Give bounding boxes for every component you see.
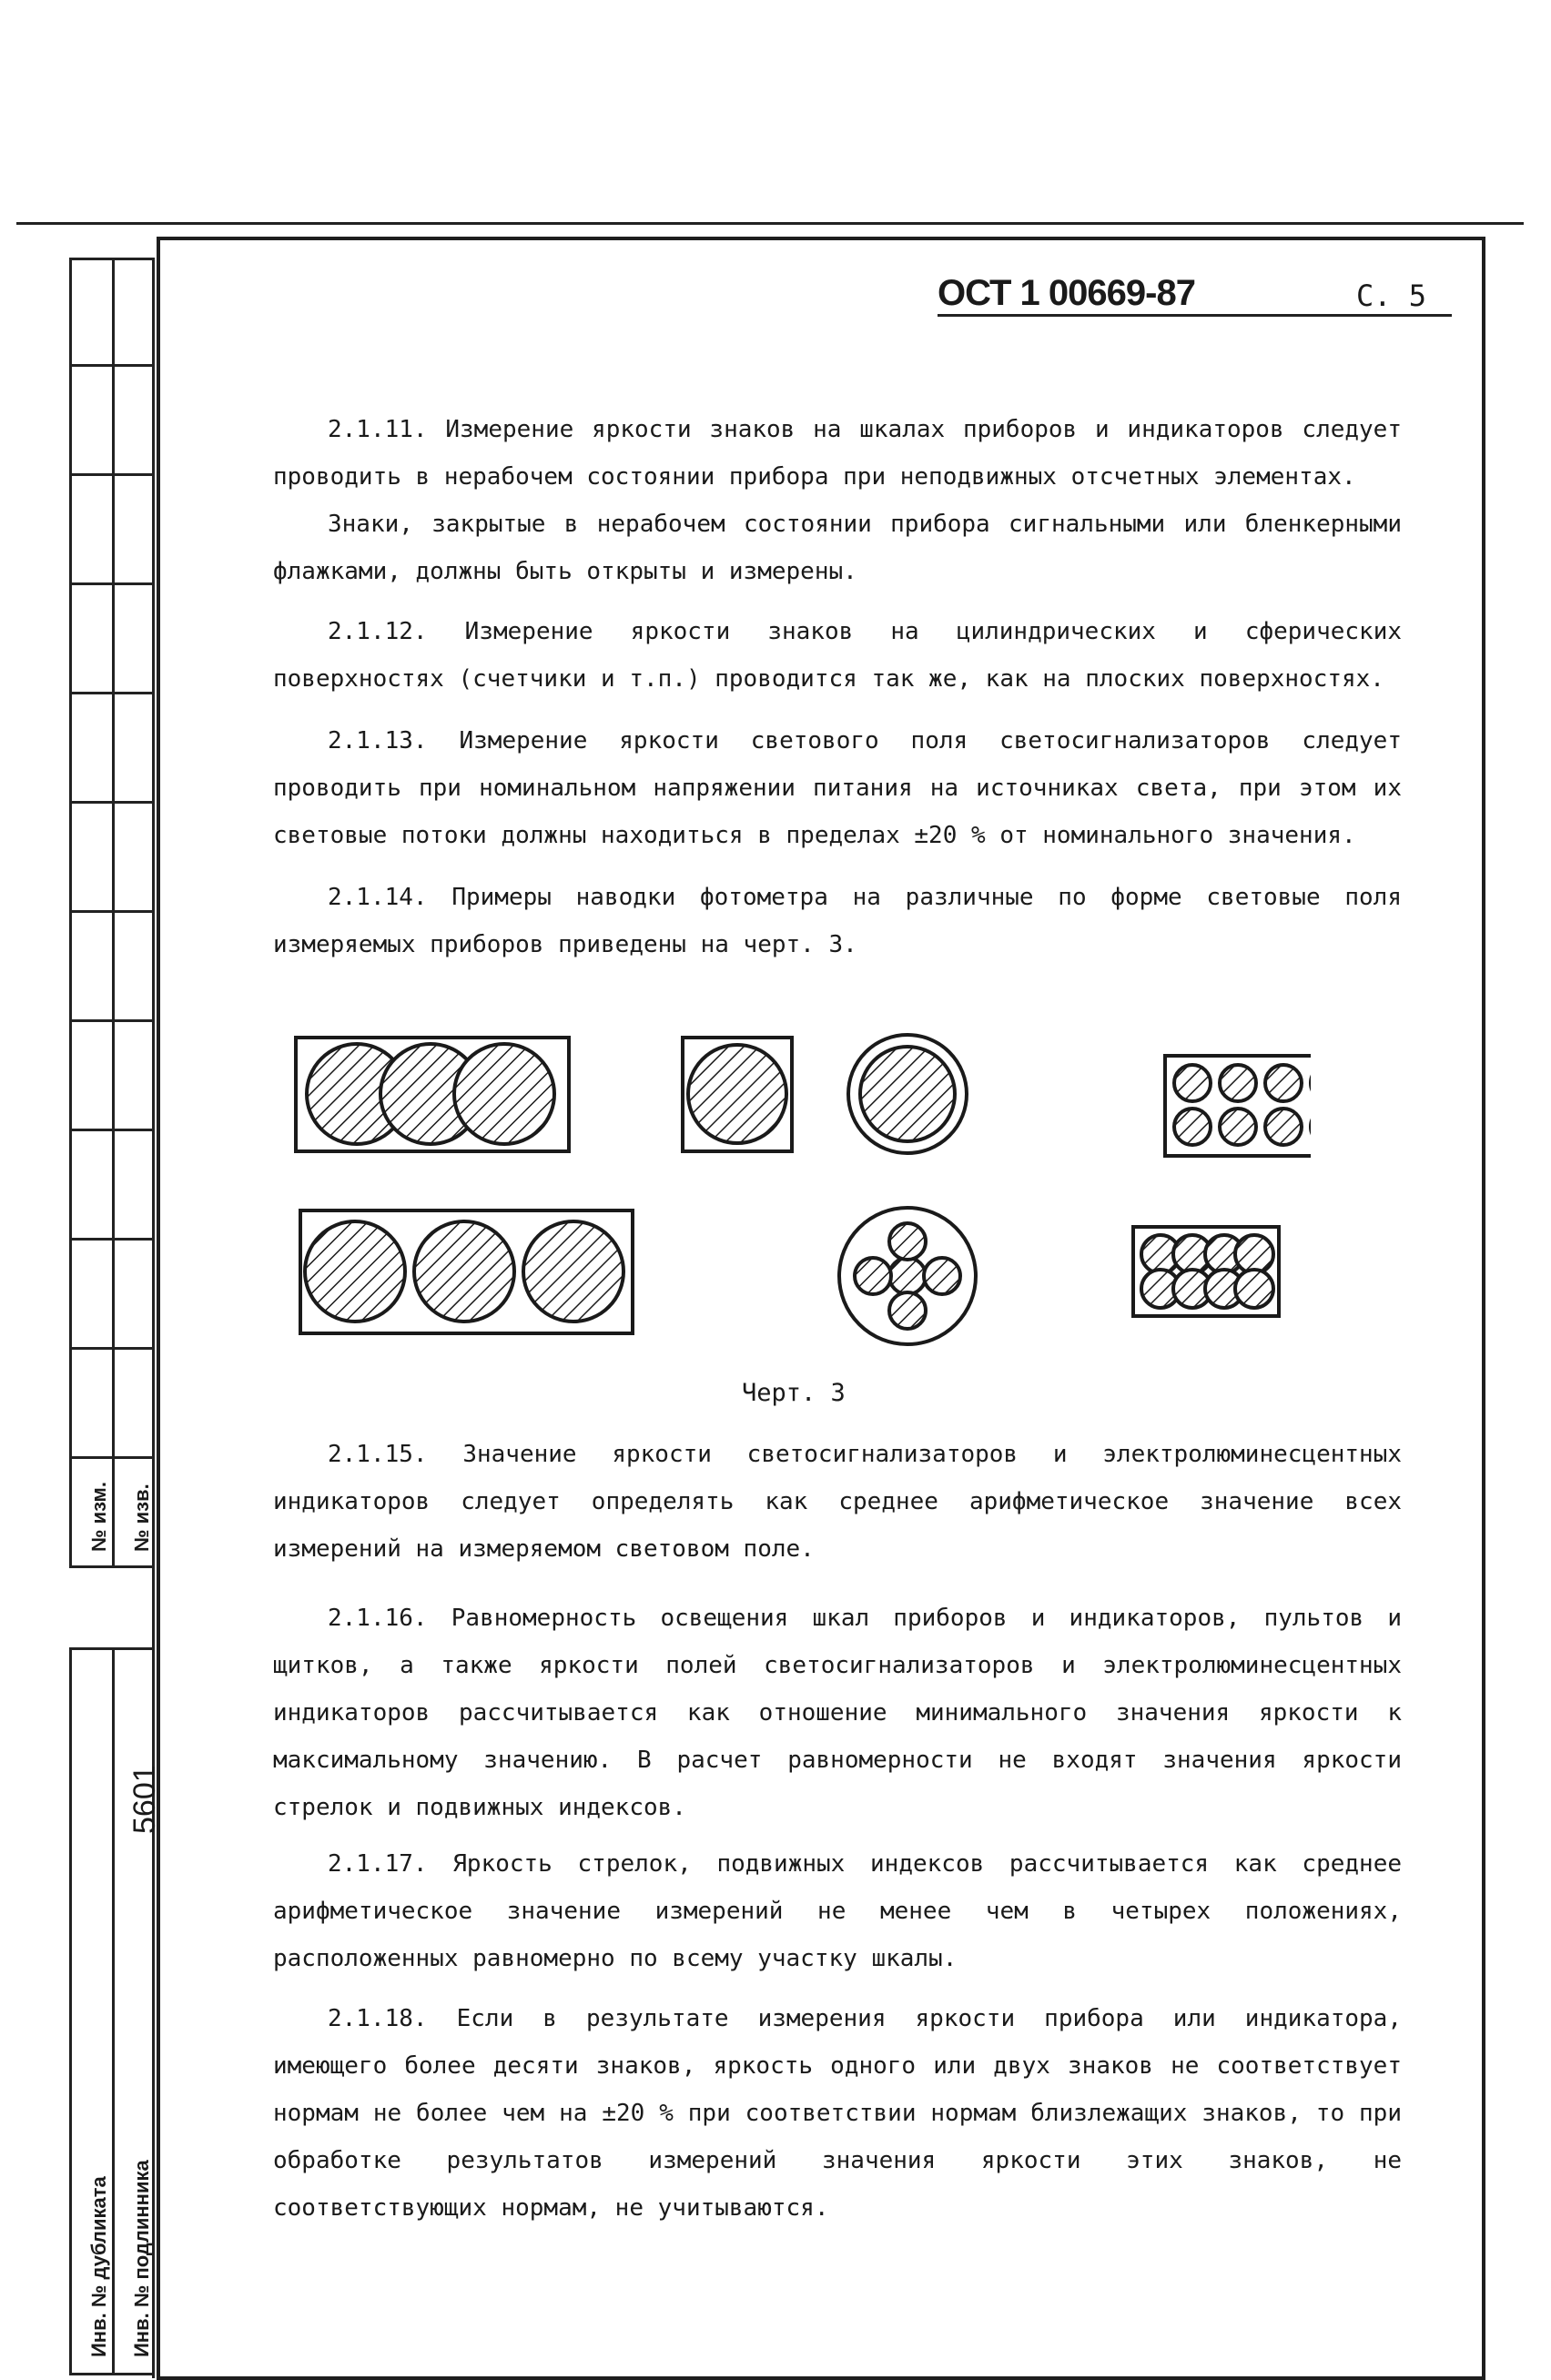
paragraph-text: 2.1.15. Значение яркости светосигнализаторов и электролюминесцентных индикаторов следует определять как среднее арифметическое значение всех измерений на измеряемом световом поле. [273,1441,1402,1563]
photometer-circle [1220,1109,1256,1145]
header-rule [938,314,1452,317]
margin-tick [69,1347,155,1350]
page-number: С. 5 [1356,279,1427,313]
paragraph-text: 2.1.18. Если в результате измерения яркости прибора или индикатора, имеющего более десяти знаков, яркость одного или двух знаков не соответствует нормам не более чем на ±20 % при соответствии нормам близлежащих знаков, то при обработке результатов измерений значения яркости этих знаков, не соответствующих нормам, не учитываются. [273,2005,1402,2222]
paragraph-text: 2.1.11. Измерение яркости знаков на шкалах приборов и индикаторов следует проводить в нерабочем состоянии прибора при неподвижных отсчетных элементах. [273,416,1402,491]
figure-photometer-fields [291,1019,1311,1347]
paragraph-text: 2.1.13. Измерение яркости светового поля светосигнализаторов следует проводить при номинальном напряжении питания на источниках света, при этом их световые потоки должны находиться в пределах ±20 % от номинального значения. [273,727,1402,849]
photometer-circle [889,1223,926,1260]
photometer-circle [1235,1235,1273,1273]
stamp-divider [112,1647,115,2375]
paragraph-2-1-11 [273,406,1402,595]
photometer-circle [889,1292,926,1329]
paragraph-text: 2.1.12. Измерение яркости знаков на цилиндрических и сферических поверхностях (счетчики и т.п.) проводится так же, как на плоских поверхностях. [273,618,1402,693]
paragraph-text: 2.1.16. Равномерность освещения шкал приборов и индикаторов, пультов и щитков, а также яркости полей светосигнализаторов и электролюминесцентных индикаторов рассчитывается как отношение минимального значения яркости к максимальному значению. В расчет равномерности не входят значения яркости стрелок и подвижных индексов. [273,1605,1402,1821]
photometer-circle [523,1221,623,1322]
stamp-inv-number: 5601 [127,1765,162,1834]
paragraph-text: Знаки, закрытые в нерабочем состоянии прибора сигнальными или бленкерными флажками, должны быть открыты и измерены. [273,511,1402,585]
margin-tick [69,1019,155,1022]
margin-tick [69,364,155,367]
photometer-circle [924,1258,960,1294]
margin-tick [69,801,155,804]
stamp-inv-dubl: Инв. № дубликата [87,2176,110,2357]
margin-tick [69,1129,155,1131]
photometer-circle [1174,1065,1211,1101]
paragraph-2-1-12 [273,608,1402,703]
photometer-circle [454,1044,554,1144]
paragraph-2-1-15 [273,1431,1402,1573]
margin-tick [69,1565,155,1568]
paragraph-text: 2.1.17. Яркость стрелок, подвижных индексов рассчитывается как среднее арифметическое значение измерений не менее чем в четырех положениях, расположенных равномерно по всему участку шкалы. [273,1850,1402,1972]
photometer-circle [688,1045,786,1143]
margin-tick [69,582,155,585]
photometer-circle [1174,1109,1211,1145]
document-code: ОСТ 1 00669-87 [938,273,1195,313]
margin-tick [69,910,155,913]
top-border-line [16,222,1524,225]
photometer-circle [860,1047,955,1141]
photometer-circle [414,1221,514,1322]
margin-tick [69,473,155,476]
stamp-no-izm: № изм. [87,1482,110,1552]
margin-tick [69,1456,155,1459]
margin-tick [69,692,155,694]
paragraph-2-1-18 [273,1995,1402,2232]
paragraph-2-1-13 [273,717,1402,859]
stamp-inv-podl: Инв. № подлинника [130,2160,153,2357]
margin-column-left [69,258,115,1568]
figure-caption: Черт. 3 [742,1379,846,1407]
photometer-circle [1265,1065,1302,1101]
paragraph-text: 2.1.14. Примеры наводки фотометра на различные по форме световые поля измеряемых приборов приведены на черт. 3. [273,884,1402,958]
photometer-circle [1265,1109,1302,1145]
photometer-circle [305,1221,405,1322]
paragraph-2-1-17 [273,1840,1402,1982]
paragraph-2-1-14 [273,874,1402,968]
photometer-circle [855,1258,891,1294]
photometer-circle [1235,1270,1273,1308]
photometer-circle [889,1258,926,1294]
paragraph-2-1-16 [273,1595,1402,1831]
margin-tick [69,258,155,260]
stamp-no-izv: № изв. [130,1484,153,1552]
margin-tick [69,1238,155,1241]
photometer-circle [1220,1065,1256,1101]
